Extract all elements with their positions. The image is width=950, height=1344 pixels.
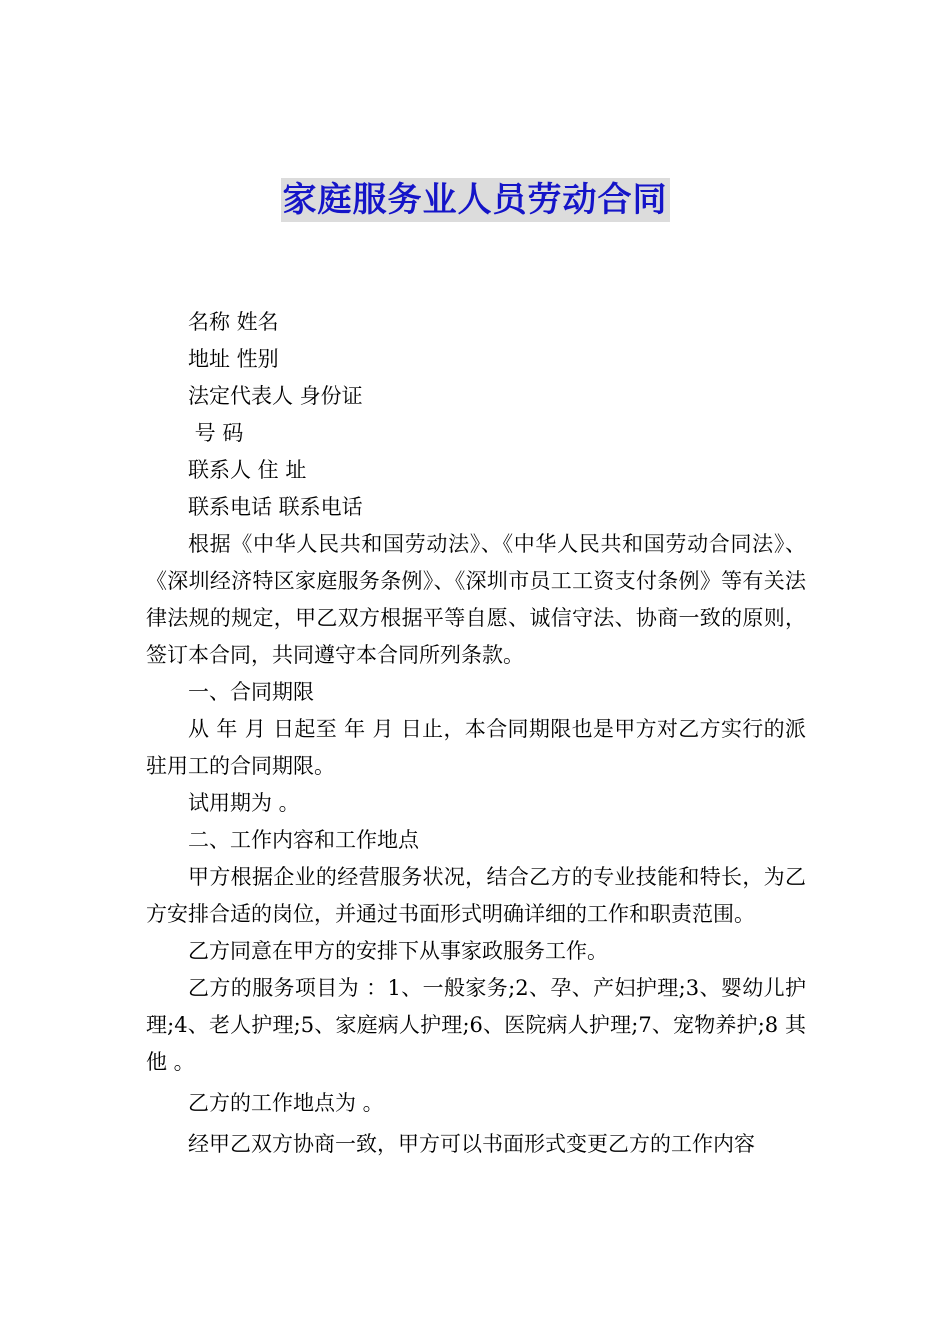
paragraph-term-dates: 从 年 月 日起至 年 月 日止，本合同期限也是甲方对乙方实行的派驻用工的合同期限。 [146, 717, 806, 778]
paragraph-service-items: 乙方的服务项目为 ：1、一般家务;2、孕、产妇护理;3、婴幼儿护理;4、老人护理;5、家庭病人护理;6、医院病人护理;7、宠物养护;8 其他 。 [146, 976, 806, 1074]
header-line-contact: 联系人 住 址 [188, 458, 307, 482]
header-line-legal-rep: 法定代表人 身份证 [188, 384, 363, 408]
paragraph-probation: 试用期为 。 [188, 791, 300, 815]
paragraph-change-terms: 经甲乙双方协商一致，甲方可以书面形式变更乙方的工作内容 [188, 1132, 755, 1156]
title-container [0, 178, 950, 222]
section-heading-term: 一、合同期限 [188, 680, 314, 704]
header-line-address: 地址 性别 [188, 347, 279, 371]
paragraph-work-assignment: 甲方根据企业的经营服务状况，结合乙方的专业技能和特长，为乙方安排合适的岗位，并通过书面形式明确详细的工作和职责范围。 [146, 865, 806, 926]
header-line-name: 名称 姓名 [188, 310, 279, 334]
header-line-id-number: 号 码 [188, 421, 244, 445]
document-body [146, 304, 806, 1163]
paragraph-agreement: 乙方同意在甲方的安排下从事家政服务工作。 [188, 939, 608, 963]
paragraph-work-location: 乙方的工作地点为 。 [188, 1091, 384, 1115]
paragraph-legal-basis: 根据《中华人民共和国劳动法》、《中华人民共和国劳动合同法》、《深圳经济特区家庭服务条例》、《深圳市员工工资支付条例》等有关法律法规的规定，甲乙双方根据平等自愿、诚信守法、协商一致的原则，签订本合同，共同遵守本合同所列条款。 [146, 532, 806, 667]
document-title: 家庭服务业人员劳动合同 [282, 180, 668, 220]
section-heading-work: 二、工作内容和工作地点 [188, 828, 419, 852]
header-line-phone: 联系电话 联系电话 [188, 495, 363, 519]
